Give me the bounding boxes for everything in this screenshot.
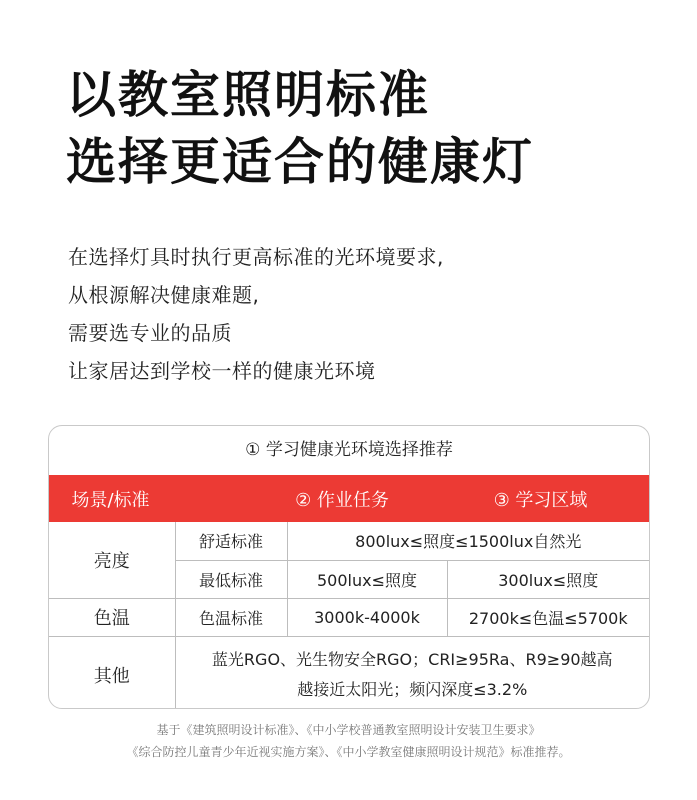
recommendation-table-card	[48, 425, 650, 709]
table-title: ① 学习健康光环境选择推荐	[245, 440, 453, 460]
minimum-area-value: 300lux≤照度	[447, 560, 649, 598]
minimum-task-value: 500lux≤照度	[287, 560, 447, 598]
headline	[66, 62, 534, 196]
other-label: 其他	[49, 636, 175, 709]
headline-line-1: 以教室照明标准	[66, 66, 430, 124]
headline-line-2: 选择更适合的健康灯	[66, 133, 534, 191]
source-footnote	[0, 719, 697, 763]
minimum-standard-label: 最低标准	[175, 560, 287, 598]
table-row	[49, 598, 649, 636]
other-value-line-2: 越接近太阳光；频闪深度≤3.2%	[297, 679, 528, 699]
intro-line-2: 从根源解决健康难题,	[68, 283, 260, 307]
intro-line-4: 让家居达到学校一样的健康光环境	[68, 359, 376, 383]
brightness-label: 亮度	[49, 522, 175, 598]
comfort-standard-value: 800lux≤照度≤1500lux自然光	[287, 522, 649, 560]
intro-paragraph	[68, 238, 444, 390]
table-row	[49, 636, 649, 709]
standards-table	[49, 522, 649, 709]
footnote-line-2: 《综合防控儿童青少年近视实施方案》、《中小学教室健康照明设计规范》标准推荐。	[126, 745, 571, 759]
header-task: ② 作业任务	[295, 489, 389, 511]
other-value	[175, 636, 649, 709]
intro-line-1: 在选择灯具时执行更高标准的光环境要求,	[68, 245, 444, 269]
table-header-row	[49, 475, 649, 522]
intro-line-3: 需要选专业的品质	[68, 321, 232, 345]
other-value-line-1: 蓝光RGO、光生物安全RGO；CRI≥95Ra、R9≥90越高	[211, 649, 613, 669]
color-temp-task-value: 3000k-4000k	[287, 598, 447, 636]
comfort-standard-label: 舒适标准	[175, 522, 287, 560]
table-row	[49, 522, 649, 560]
footnote-line-1: 基于《建筑照明设计标准》、《中小学校普通教室照明设计安装卫生要求》	[156, 723, 541, 737]
color-temp-label: 色温	[49, 598, 175, 636]
color-temp-area-value: 2700k≤色温≤5700k	[447, 598, 649, 636]
color-temp-standard-label: 色温标准	[175, 598, 287, 636]
header-area: ③ 学习区域	[493, 489, 588, 511]
header-scene-standard: 场景/标准	[71, 489, 150, 511]
